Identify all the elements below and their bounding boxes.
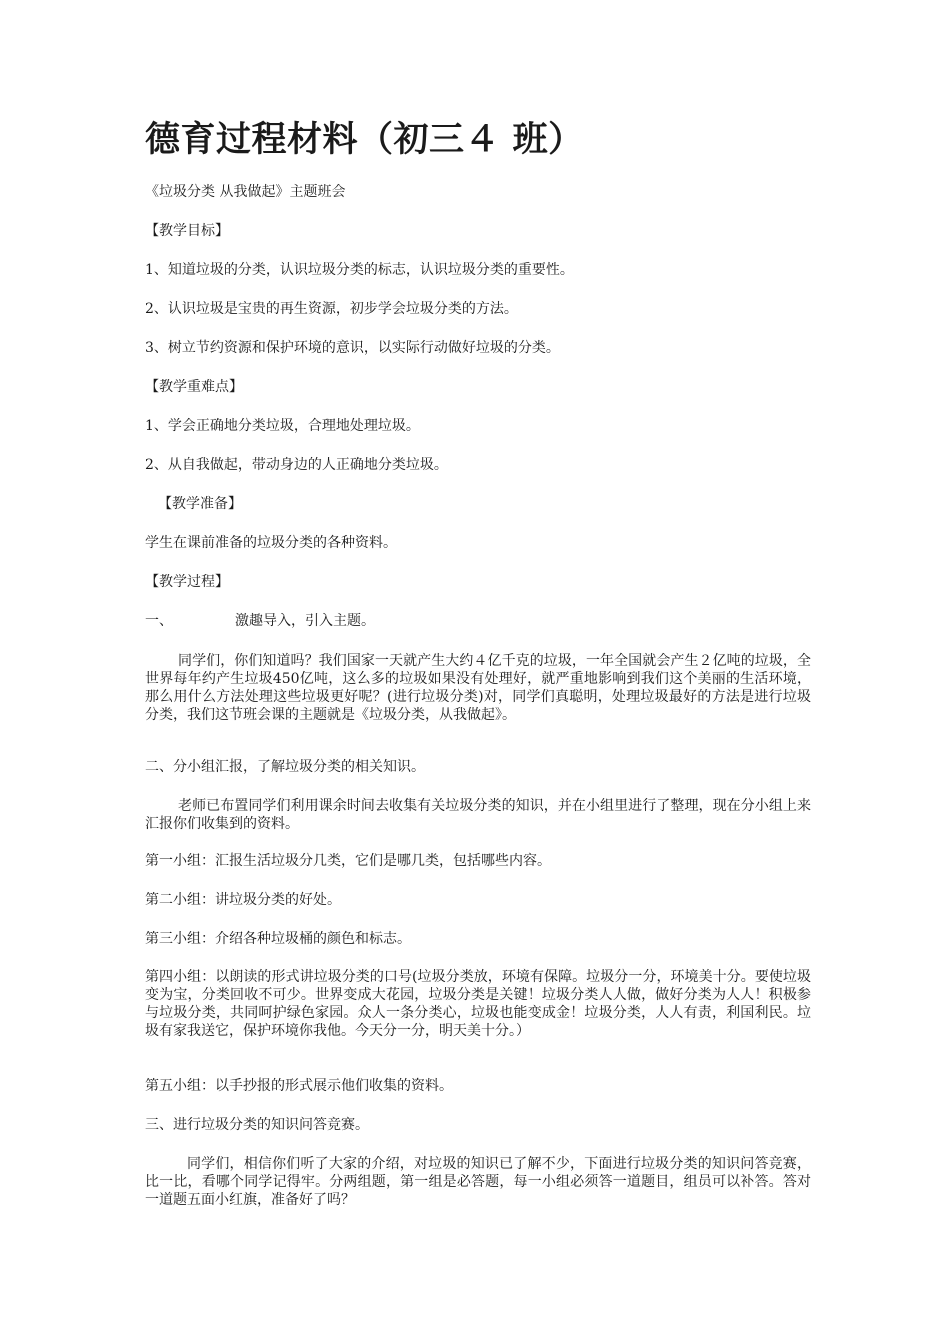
process-heading: 【教学过程】 bbox=[145, 574, 229, 590]
goal-item: 1、知道垃圾的分类，认识垃圾分类的标志，认识垃圾分类的重要性。 bbox=[145, 262, 574, 278]
group-four-report: 第四小组：以朗读的形式讲垃圾分类的口号(垃圾分类放，环境有保障。垃圾分一分，环境美十分。要使垃圾变为宝，分类回收不可少。世界变成大花园，垃圾分类是关键！垃圾分类人人做，做好分类为人人！积极参与垃圾分类，共同呵护绿色家园。众人一条分类心，垃圾也能变成金！垃圾分类，人人有责，利国利民。垃圾有家我送它，保护环境你我他。今天分一分，明天美十分。） bbox=[145, 969, 811, 1039]
step-two-paragraph: 老师已布置同学们利用课余时间去收集有关垃圾分类的知识，并在小组里进行了整理，现在分小组上来汇报你们收集到的资料。 bbox=[145, 798, 811, 832]
goals-heading: 【教学目标】 bbox=[145, 223, 229, 239]
prep-heading: 【教学准备】 bbox=[158, 496, 242, 512]
key-point-item: 2、从自我做起，带动身边的人正确地分类垃圾。 bbox=[145, 457, 448, 473]
step-one-text: 激趣导入，引入主题。 bbox=[235, 613, 375, 629]
key-points-heading: 【教学重难点】 bbox=[145, 379, 243, 395]
group-two-report: 第二小组：讲垃圾分类的好处。 bbox=[145, 892, 341, 908]
group-one-report: 第一小组：汇报生活垃圾分几类，它们是哪几类，包括哪些内容。 bbox=[145, 853, 551, 869]
step-one-paragraph: 同学们，你们知道吗？我们国家一天就产生大约４亿千克的垃圾，一年全国就会产生２亿吨的垃圾，全世界每年约产生垃圾450亿吨，这么多的垃圾如果没有处理好，就严重地影响到我们这个美丽的生活环境，那么用什么方法处理这些垃圾更好呢？(进行垃圾分类)对，同学们真聪明，处理垃圾最好的方法是进行垃圾分类，我们这节班会课的主题就是《垃圾分类，从我做起》。 bbox=[145, 653, 811, 723]
step-three-paragraph: 同学们，相信你们听了大家的介绍，对垃圾的知识已了解不少，下面进行垃圾分类的知识问答竞赛，比一比，看哪个同学记得牢。分两组题，第一组是必答题，每一小组必须答一道题目，组员可以补答。答对一道题五面小红旗，准备好了吗？ bbox=[145, 1156, 811, 1208]
key-point-item: 1、学会正确地分类垃圾，合理地处理垃圾。 bbox=[145, 418, 420, 434]
subtitle: 《垃圾分类 从我做起》主题班会 bbox=[145, 184, 346, 200]
step-one-number: 一、 bbox=[145, 613, 173, 629]
step-two-heading: 二、分小组汇报，了解垃圾分类的相关知识。 bbox=[145, 759, 425, 775]
group-five-report: 第五小组：以手抄报的形式展示他们收集的资料。 bbox=[145, 1078, 453, 1094]
goal-item: 2、认识垃圾是宝贵的再生资源，初步学会垃圾分类的方法。 bbox=[145, 301, 518, 317]
group-three-report: 第三小组：介绍各种垃圾桶的颜色和标志。 bbox=[145, 931, 411, 947]
document-title: 德育过程材料（初三４ 班） bbox=[145, 119, 584, 160]
goal-item: 3、树立节约资源和保护环境的意识，以实际行动做好垃圾的分类。 bbox=[145, 340, 560, 356]
prep-text: 学生在课前准备的垃圾分类的各种资料。 bbox=[145, 535, 397, 551]
step-three-heading: 三、进行垃圾分类的知识问答竞赛。 bbox=[145, 1117, 369, 1133]
step-one-heading bbox=[145, 612, 375, 630]
